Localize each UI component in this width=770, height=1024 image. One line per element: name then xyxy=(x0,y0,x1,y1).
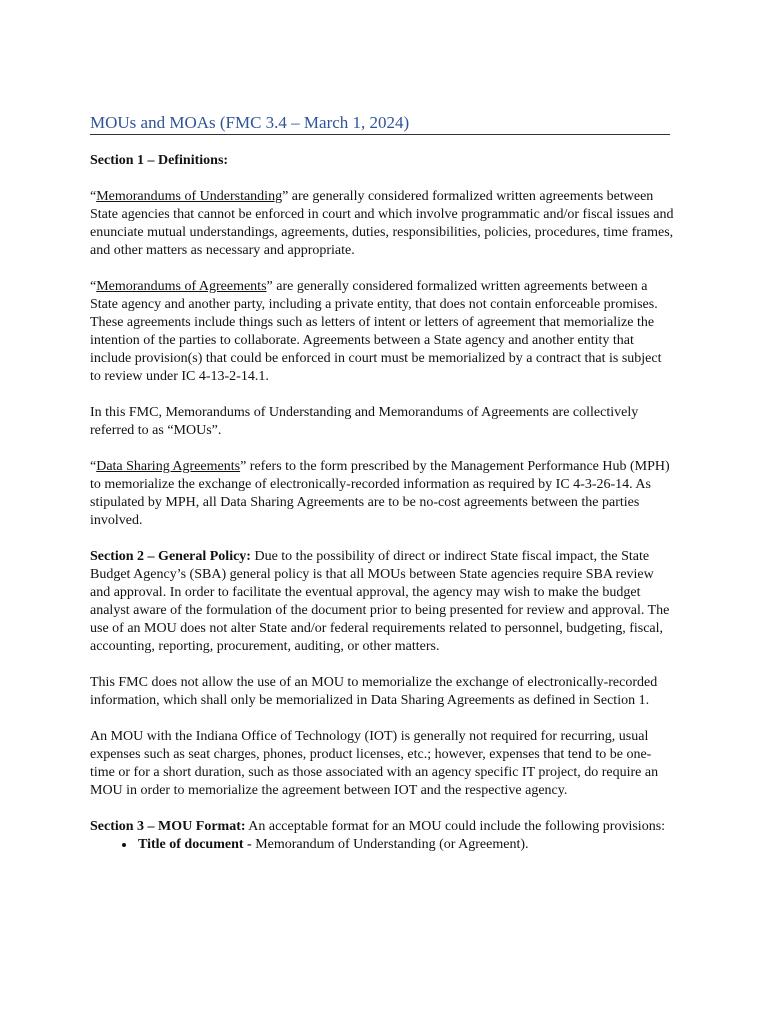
moa-definition-text: ” are generally considered formalized written agreements between a State agency and another party, including a private entity, that does not contain enforceable promises. These agreements include things such as letters of intent or letters of agreement that memorialize the intention of the parties to collaborate. Agreements between a State agency and another entity that include provision(s) that could be enforced in court must be memorialized by a contract that is subject to review under IC 4-13-2-14.1. xyxy=(90,279,662,384)
section2-paragraph-2: This FMC does not allow the use of an MOU to memorialize the exchange of electronically-recorded information, which shall only be memorialized in Data Sharing Agreements as defined in Section 1. xyxy=(90,675,658,708)
list-item-label: Title of document - xyxy=(138,837,252,852)
mou-term: Memorandums of Understanding xyxy=(96,189,283,204)
section2-paragraph xyxy=(90,548,675,656)
section1-heading xyxy=(90,152,675,170)
mou-definition-text: ” are generally considered formalized written agreements between State agencies that cannot be enforced in court and which involve programmatic and/or fiscal issues and enunciate mutual understandings, agreements, duties, responsibilities, policies, procedures, time frames, and other matters as necessary and appropriate. xyxy=(90,189,674,258)
section2-text: Due to the possibility of direct or indirect State fiscal impact, the State Budget Agency’s (SBA) general policy is that all MOUs between State agencies require SBA review and approval. In order to facilitate the eventual approval, the agency may wish to make the budget analyst aware of the formulation of the document prior to being presented for review and approval. The use of an MOU does not alter State and/or federal requirements related to personnel, budgeting, fiscal, accounting, reporting, procurement, auditing, or other matters. xyxy=(90,549,670,654)
section3-text: An acceptable format for an MOU could include the following provisions: xyxy=(245,819,666,834)
section3-heading: Section 3 – MOU Format: xyxy=(90,819,246,834)
section3-paragraph xyxy=(90,818,675,836)
section2-heading: Section 2 – General Policy: xyxy=(90,549,251,564)
dsa-definition: “Data Sharing Agreements” refers to the form prescribed by the Management Performance Hub (MPH) to memorialize the exchange of electronically-recorded information as required by IC 4-3-26-14. As stipulated by MPH, all Data Sharing Agreements are to be no-cost agreements between the parties involved. xyxy=(90,459,670,528)
dsa-definition-text: ” refers to the form prescribed by the Management Performance Hub (MPH) to memorialize the exchange of electronically-recorded information as required by IC 4-3-26-14. As stipulated by MPH, all Data Sharing Agreements are to be no-cost agreements between the parties involved. xyxy=(90,459,670,528)
dsa-term: Data Sharing Agreements xyxy=(96,459,241,474)
document-title: MOUs and MOAs (FMC 3.4 – March 1, 2024) xyxy=(90,113,670,135)
section3-list xyxy=(90,836,675,854)
section2-paragraph-3: An MOU with the Indiana Office of Technology (IOT) is generally not required for recurring, usual expenses such as seat charges, phones, product licenses, etc.; however, expenses that tend to be one-time or for a short duration, such as those associated with an agency specific IT project, do require an MOU in order to memorialize the agreement between IOT and the respective agency. xyxy=(90,729,659,798)
moa-definition: “Memorandums of Agreements” are generally considered formalized written agreements between a State agency and another party, including a private entity, that does not contain enforceable promises. These agreements include things such as letters of intent or letters of agreement that memorialize the intention of the parties to collaborate. Agreements between a State agency and another entity that include provision(s) that could be enforced in court must be memorialized by a contract that is subject to review under IC 4-13-2-14.1. xyxy=(90,279,662,384)
moa-term: Memorandums of Agreements xyxy=(96,279,267,294)
document-body xyxy=(90,152,675,854)
list-item xyxy=(136,836,675,854)
collective-reference: In this FMC, Memorandums of Understanding and Memorandums of Agreements are collectively referred to as “MOUs”. xyxy=(90,405,639,438)
section1-heading-text: Section 1 – Definitions: xyxy=(90,153,229,168)
mou-definition: “Memorandums of Understanding” are generally considered formalized written agreements between State agencies that cannot be enforced in court and which involve programmatic and/or fiscal issues and enunciate mutual understandings, agreements, duties, responsibilities, policies, procedures, time frames, and other matters as necessary and appropriate. xyxy=(90,189,674,258)
list-item-text: Memorandum of Understanding (or Agreement). xyxy=(251,837,529,852)
